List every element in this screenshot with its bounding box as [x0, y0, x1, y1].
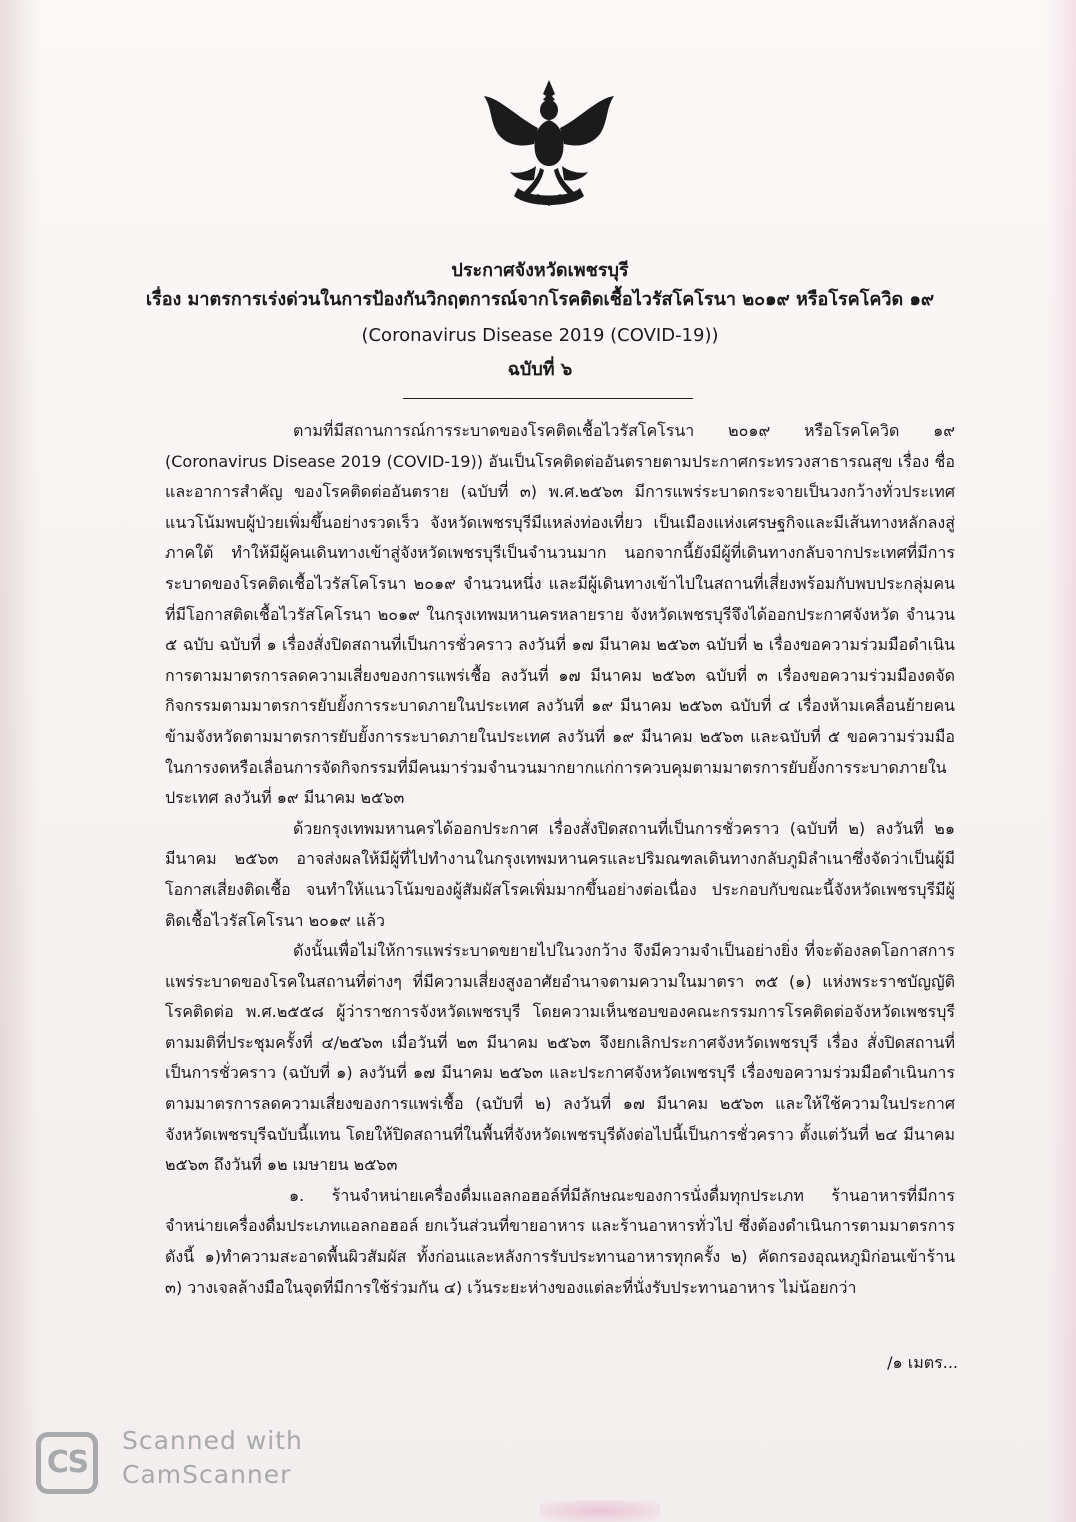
document-body	[165, 416, 955, 1303]
watermark-line-2: CamScanner	[122, 1460, 292, 1489]
camscanner-watermark	[36, 1424, 336, 1504]
camscanner-text	[122, 1424, 303, 1492]
camscanner-logo-icon: CS	[36, 1432, 98, 1494]
title-divider	[403, 398, 693, 399]
paragraph-closure-order: ดังนั้นเพื่อไม่ให้การแพร่ระบาดขยายไปในวงกว้าง จึงมีความจำเป็นอย่างยิ่ง ที่จะต้องลดโอกาสการแพร่ระบาดของโรคในสถานที่ต่างๆ ที่มีความเสี่ยงสูงอาศัยอำนาจตามความในมาตรา ๓๕ (๑) แห่งพระราชบัญญัติโรคติดต่อ พ.ศ.๒๕๕๘ ผู้ว่าราชการจังหวัดเพชรบุรี โดยความเห็นชอบของคณะกรรมการโรคติดต่อจังหวัดเพชรบุรี ตามมติที่ประชุมครั้งที่ ๔/๒๕๖๓ เมื่อวันที่ ๒๓ มีนาคม ๒๕๖๓ จึงยกเลิกประกาศจังหวัดเพชรบุรี เรื่อง สั่งปิดสถานที่เป็นการชั่วคราว (ฉบับที่ ๑) ลงวันที่ ๑๗ มีนาคม ๒๕๖๓ และประกาศจังหวัดเพชรบุรี เรื่องขอความร่วมมือดำเนินการตามมาตรการลดความเสี่ยงของการแพร่เชื้อ (ฉบับที่ ๒) ลงวันที่ ๑๗ มีนาคม ๒๕๖๓ และให้ใช้ความในประกาศจังหวัดเพชรบุรีฉบับนี้แทน โดยให้ปิดสถานที่ในพื้นที่จังหวัดเพชรบุรีดังต่อไปนี้เป็นการชั่วคราว ตั้งแต่วันที่ ๒๔ มีนาคม ๒๕๖๓ ถึงวันที่ ๑๒ เมษายน ๒๕๖๓	[165, 941, 955, 1175]
garuda-emblem	[478, 78, 620, 208]
page-continuation: /๑ เมตร...	[887, 1353, 958, 1372]
document-subject-english: (Coronavirus Disease 2019 (COVID-19))	[361, 325, 719, 346]
paragraph-background: ตามที่มีสถานการณ์การระบาดของโรคติดเชื้อไวรัสโคโรนา ๒๐๑๙ หรือโรคโควิด ๑๙ (Coronavirus Disease 2019 (COVID-19)) อันเป็นโรคติดต่ออันตรายตามประกาศกระทรวงสาธารณสุข เรื่อง ชื่อและอาการสำคัญ ของโรคติดต่ออันตราย (ฉบับที่ ๓) พ.ศ.๒๕๖๓ มีการแพร่ระบาดกระจายเป็นวงกว้างทั่วประเทศ แนวโน้มพบผู้ป่วยเพิ่มขึ้นอย่างรวดเร็ว จังหวัดเพชรบุรีมีแหล่งท่องเที่ยว เป็นเมืองแห่งเศรษฐกิจและมีเส้นทางหลักลงสู่ภาคใต้ ทำให้มีผู้คนเดินทางเข้าสู่จังหวัดเพชรบุรีเป็นจำนวนมาก นอกจากนี้ยังมีผู้ที่เดินทางกลับจากประเทศที่มีการระบาดของโรคติดเชื้อไวรัสโคโรนา ๒๐๑๙ จำนวนหนึ่ง และมีผู้เดินทางเข้าไปในสถานที่เสี่ยงพร้อมกับพบประกลุ่มคนที่มีโอกาสติดเชื้อไวรัสโคโรนา ๒๐๑๙ ในกรุงเทพมหานครหลายราย จังหวัดเพชรบุรีจึงได้ออกประกาศจังหวัด จำนวน ๕ ฉบับ ฉบับที่ ๑ เรื่องสั่งปิดสถานที่เป็นการชั่วคราว ลงวันที่ ๑๗ มีนาคม ๒๕๖๓ ฉบับที่ ๒ เรื่องขอความร่วมมือดำเนินการตามมาตรการลดความเสี่ยงของการแพร่เชื้อ ลงวันที่ ๑๗ มีนาคม ๒๕๖๓ ฉบับที่ ๓ เรื่องขอความร่วมมืองดจัดกิจกรรมตามมาตรการยับยั้งการระบาดภายในประเทศ ลงวันที่ ๑๙ มีนาคม ๒๕๖๓ ฉบับที่ ๔ เรื่องห้ามเคลื่อนย้ายคนข้ามจังหวัดตามมาตรการยับยั้งการระบาดภายในประเทศ ลงวันที่ ๑๙ มีนาคม ๒๕๖๓ และฉบับที่ ๕ ขอความร่วมมือในการงดหรือเลื่อนการจัดกิจกรรมที่มีคนมาร่วมจำนวนมากยากแก่การควบคุมตามมาตรการยับยั้งการระบาดภายในประเทศ ลงวันที่ ๑๙ มีนาคม ๒๕๖๓	[165, 421, 956, 808]
watermark-line-1: Scanned with	[122, 1426, 303, 1455]
page-edge-tint	[1046, 0, 1076, 1522]
issue-number: ฉบับที่ ๖	[507, 359, 573, 380]
document-title: ประกาศจังหวัดเพชรบุรี	[451, 260, 629, 281]
paper-stain	[540, 1500, 660, 1522]
document-subject: เรื่อง มาตรการเร่งด่วนในการป้องกันวิกฤตการณ์จากโรคติดเชื้อไวรัสโคโรนา ๒๐๑๙ หรือโรคโควิด ๑๙	[145, 289, 935, 310]
list-item-1: ๑. ร้านจำหน่ายเครื่องดื่มแอลกอฮอล์ที่มีลักษณะของการนั่งดื่มทุกประเภท ร้านอาหารที่มีการจำหน่ายเครื่องดื่มประเภทแอลกอฮอล์ ยกเว้นส่วนที่ขายอาหาร และร้านอาหารทั่วไป ซึ่งต้องดำเนินการตามมาตรการดังนี้ ๑)ทำความสะอาดพื้นผิวสัมผัส ทั้งก่อนและหลังการรับประทานอาหารทุกครั้ง ๒) คัดกรองอุณหภูมิก่อนเข้าร้าน ๓) วางเจลล้างมือในจุดที่มีการใช้ร่วมกัน ๔) เว้นระยะห่างของแต่ละที่นั่งรับประทานอาหาร ไม่น้อยกว่า	[165, 1185, 955, 1297]
paragraph-bangkok-order: ด้วยกรุงเทพมหานครได้ออกประกาศ เรื่องสั่งปิดสถานที่เป็นการชั่วคราว (ฉบับที่ ๒) ลงวันที่ ๒๑ มีนาคม ๒๕๖๓ อาจส่งผลให้มีผู้ที่ไปทำงานในกรุงเทพมหานครและปริมณฑลเดินทางกลับภูมิลำเนาซึ่งจัดว่าเป็นผู้มีโอกาสเสี่ยงติดเชื้อ จนทำให้แนวโน้มของผู้สัมผัสโรคเพิ่มมากขึ้นอย่างต่อเนื่อง ประกอบกับขณะนี้จังหวัดเพชรบุรีมีผู้ติดเชื้อไวรัสโคโรนา ๒๐๑๙ แล้ว	[165, 818, 955, 930]
document-subject-english-wrap	[120, 322, 960, 349]
page-edge-shadow	[0, 0, 40, 1522]
